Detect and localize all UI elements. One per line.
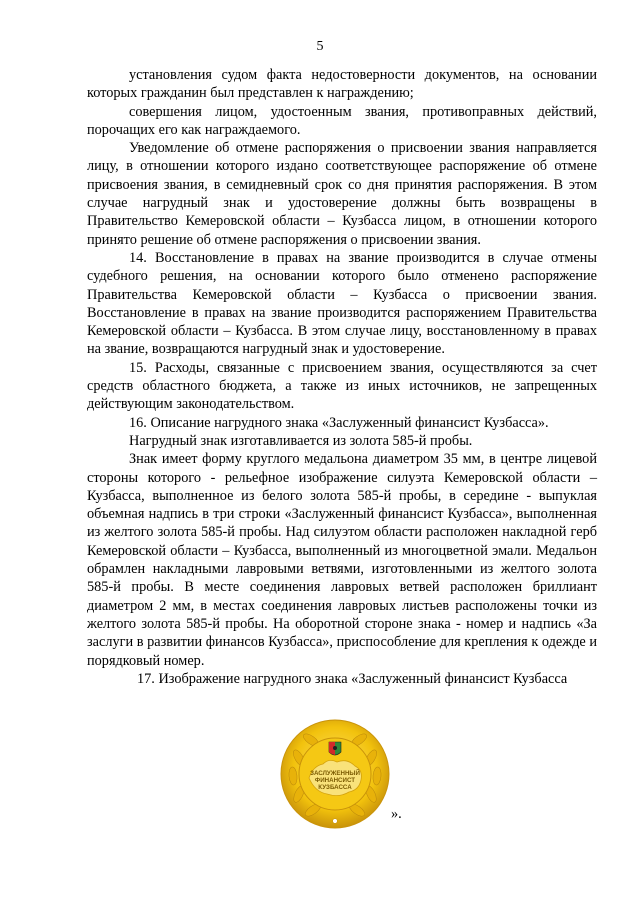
document-body	[87, 66, 597, 688]
paragraph: Знак имеет форму круглого медальона диаметром 35 мм, в центре лицевой стороны которого - рельефное изображение силуэта Кемеровской области – Кузбасса, выполненное из белого золота 585-й пробы, в середине - выпуклая объемная надпись в три строки «Заслуженный финансист Кузбасса», выполненная из желтого золота 585-й пробы. Над силуэтом области расположен накладной герб Кемеровской области – Кузбасса, выполненный из многоцветной эмали. Медальон обрамлен накладными лавровыми ветвями, изготовленными из желтого золота 585-й пробы. В месте соединения лавровых ветвей расположен бриллиант диаметром 2 мм, в местах соединения лавровых листьев расположены точки из желтого золота 585-й пробы. На оборотной стороне знака - номер и надпись «За заслуги в развитии финансов Кузбасса», приспособление для крепления к одежде и порядковый номер.	[87, 451, 597, 669]
medal-inscription-line: ФИНАНСИСТ	[314, 777, 356, 784]
medal-inscription-line: ЗАСЛУЖЕННЫЙ	[310, 770, 360, 777]
paragraph: 14. Восстановление в правах на звание производится в случае отмены судебного решения, на основании которого было отменено распоряжение Правительства Кемеровской области – Кузбасса о присвоении звания. Восстановление в правах на звание производится распоряжением Правительства Кемеровской области – Кузбасса. В этом случае лицу, восстановленному в правах на звание, возвращаются нагрудный знак и удостоверение.	[87, 249, 597, 358]
paragraph: совершения лицом, удостоенным звания, противоправных действий, порочащих его как награждаемого.	[87, 103, 597, 138]
paragraph: Уведомление об отмене распоряжения о присвоении звания направляется лицу, в отношении которого издано соответствующее распоряжение об отмене присвоения звания, в семидневный срок со дня принятия распоряжения. В этом случае нагрудный знак и удостоверение должны быть возвращены в Правительство Кемеровской области – Кузбасса лицом, в отношении которого принято решение об отмене распоряжения о присвоении звания.	[87, 140, 597, 248]
closing-quote: ».	[391, 806, 402, 822]
medal-inscription-line: КУЗБАССА	[318, 784, 352, 791]
paragraph: установления судом факта недостоверности документов, на основании которых гражданин был представлен к награждению;	[87, 67, 597, 102]
badge-image	[279, 718, 391, 830]
page-number: 5	[316, 39, 324, 54]
paragraph: Нагрудный знак изготавливается из золота 585-й пробы.	[129, 432, 473, 449]
paragraph: 17. Изображение нагрудного знака «Заслуженный финансист Кузбасса	[137, 670, 568, 687]
paragraph: 16. Описание нагрудного знака «Заслуженный финансист Кузбасса».	[129, 414, 549, 431]
medal-emblem-icon	[279, 718, 391, 830]
paragraph: 15. Расходы, связанные с присвоением звания, осуществляются за счет средств областного бюджета, а также из иных источников, не запрещенных действующим законодательством.	[87, 359, 597, 413]
